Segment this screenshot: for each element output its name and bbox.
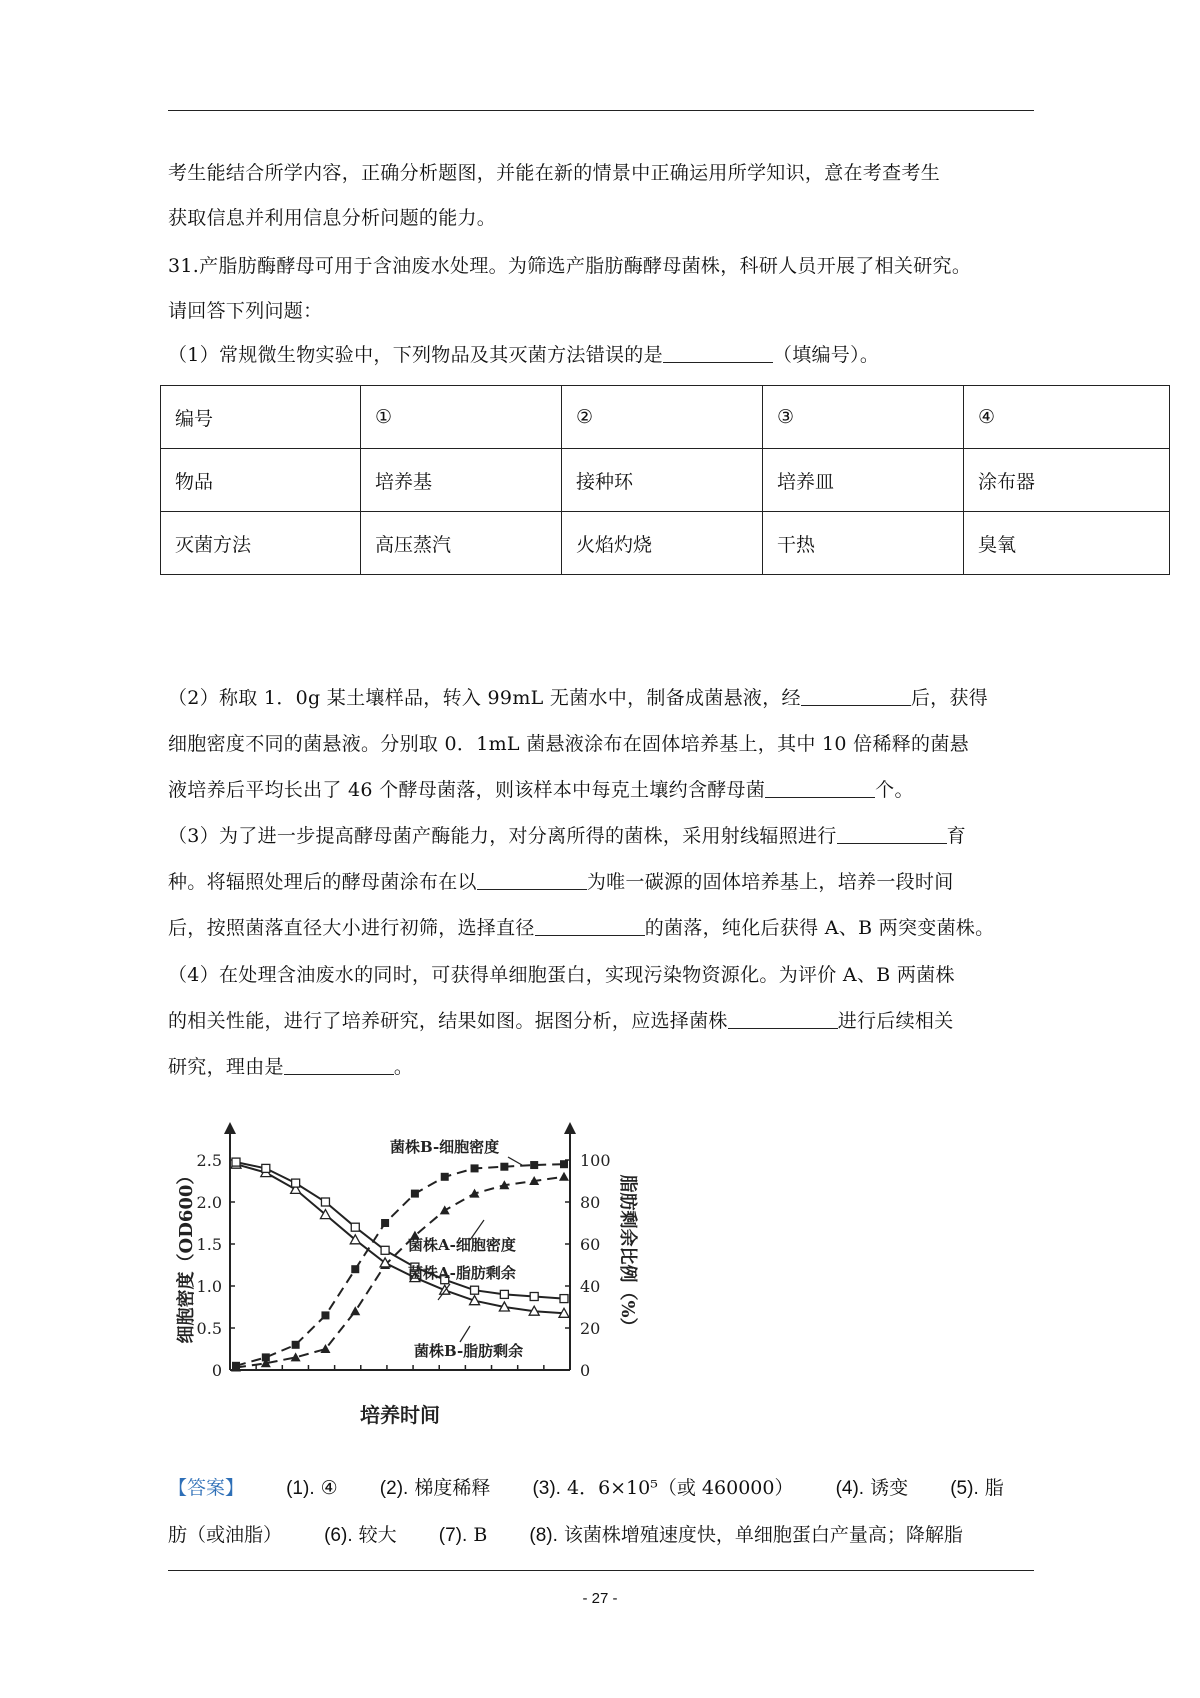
header-rule [168,110,1034,111]
intro-line-2: 获取信息并利用信息分析问题的能力。 [168,207,497,229]
y-tick-label-left: 0.5 [196,1319,222,1338]
sterilization-table [160,385,1170,575]
table-cell: 高压蒸汽 [361,512,562,575]
data-point [471,1164,479,1172]
answer-text: 诱变 [870,1477,909,1499]
data-point [471,1286,479,1294]
table-row [161,512,1170,575]
answer-text: 脂 [984,1477,1004,1499]
table-row [161,386,1170,449]
table-cell: 火焰灼烧 [562,512,763,575]
data-point [232,1158,240,1166]
q2-line-3 [168,775,914,802]
table-row [161,449,1170,512]
answer-text: 4．6×10⁵（或 460000） [567,1477,794,1499]
series-label: 菌株A-细胞密度 [408,1236,516,1254]
answer-blank [284,1056,394,1075]
y-tick-label-left: 0 [211,1361,222,1380]
table-cell: 物品 [161,449,361,512]
answer-num: (1). [286,1478,315,1499]
answer-blank [765,779,875,798]
data-point [321,1311,329,1319]
y-tick-label-right: 80 [580,1193,601,1212]
y-tick-label-right: 100 [580,1151,611,1170]
data-point [292,1179,300,1187]
q4-text: 的相关性能，进行了培养研究，结果如图。据图分析，应选择菌株 [168,1010,728,1032]
q3-text: （3）为了进一步提高酵母菌产酶能力，对分离所得的菌株，采用射线辐照进行 [168,825,837,847]
data-point [440,1205,450,1214]
question-title: 31.产脂肪酶酵母可用于含油废水处理。为筛选产脂肪酶酵母菌株，科研人员开展了相关研究。 [168,255,972,277]
y-axis-left-arrow [224,1122,236,1134]
y-tick-label-left: 2.0 [196,1193,222,1212]
q2-suffix: 个。 [875,779,914,801]
q4-line-2 [168,1006,954,1033]
q3-line-1 [168,821,966,848]
data-point [560,1160,568,1168]
answer-num: (6). [324,1525,353,1546]
x-axis-title: 培养时间 [360,1403,440,1427]
answer-text: 肪（或油脂） [168,1524,283,1546]
table-cell: 编号 [161,386,361,449]
table-cell: 涂布器 [964,449,1170,512]
series-label-leader [508,1157,522,1165]
answer-blank [535,917,645,936]
answer-blank [728,1010,838,1029]
answer-line-1 [168,1473,1004,1500]
data-point [381,1219,389,1227]
q2-text: （2）称取 1．0g 某土壤样品，转入 99mL 无菌水中，制备成菌悬液，经 [168,687,801,709]
culture-chart [170,1100,670,1440]
q4-suffix: 。 [393,1056,414,1078]
data-point [351,1223,359,1231]
data-point [560,1295,568,1303]
q3-text: 种。将辐照处理后的酵母菌涂布在以 [168,871,477,893]
question-subtitle: 请回答下列问题： [168,300,323,322]
series-label: 菌株B-脂肪剩余 [414,1342,524,1360]
q1-suffix: （填编号）。 [772,344,880,366]
q2-line-2: 细胞密度不同的菌悬液。分别取 0．1mL 菌悬液涂布在固体培养基上，其中 10 倍稀释的菌悬 [168,733,969,755]
data-point [411,1190,419,1198]
q4-suffix: 进行后续相关 [837,1010,954,1032]
answer-num: (5). [950,1478,979,1499]
y-axis-title-right: 脂肪剩余比例（%） [617,1174,638,1336]
table-cell: 培养基 [361,449,562,512]
table-cell: ④ [964,386,1170,449]
answer-num: (2). [379,1478,409,1499]
answer-num: (3). [532,1478,561,1499]
answer-blank [837,825,947,844]
answer-blank [801,687,911,706]
data-point [530,1293,538,1301]
data-point [559,1172,569,1181]
y-tick-label-left: 1.5 [196,1235,222,1254]
q3-suffix: 为唯一碳源的固体培养基上，培养一段时间 [586,871,954,893]
answer-text: 梯度稀释 [414,1477,491,1499]
answer-text: B [473,1524,488,1546]
table-cell: 接种环 [562,449,763,512]
q2-suffix: 后，获得 [910,687,989,709]
data-point [441,1173,449,1181]
answer-num: (4). [835,1478,865,1499]
q3-suffix: 的菌落，纯化后获得 A、B 两突变菌株。 [644,917,995,939]
y-axis-title-left: 细胞密度（OD600） [176,1166,197,1344]
series-label: 菌株B-细胞密度 [390,1138,500,1156]
answer-text: 较大 [358,1524,397,1546]
q4-line-3 [168,1052,413,1079]
y-axis-right-arrow [564,1122,576,1134]
q4-text: 研究，理由是 [168,1056,284,1078]
q3-text: 后，按照菌落直径大小进行初筛，选择直径 [168,917,535,939]
answer-blank [663,344,773,363]
table-cell: 培养皿 [763,449,964,512]
answer-line-2 [168,1520,963,1547]
data-point [381,1246,389,1254]
y-tick-label-right: 60 [580,1235,601,1254]
y-tick-label-right: 20 [580,1319,601,1338]
table-cell: ③ [763,386,964,449]
y-tick-label-right: 40 [580,1277,601,1296]
data-point [500,1290,508,1298]
data-point [351,1265,359,1273]
intro-line-1: 考生能结合所学内容，正确分析题图，并能在新的情景中正确运用所学知识，意在考查考生 [168,162,941,184]
q3-line-3 [168,913,994,940]
answer-tag: 【答案】 [168,1477,245,1499]
data-point [292,1341,300,1349]
series-label: 菌株A-脂肪剩余 [408,1264,516,1282]
answer-num: (7). [438,1525,468,1546]
table-cell: ② [562,386,763,449]
answer-blank [477,871,587,890]
q1-text: （1）常规微生物实验中，下列物品及其灭菌方法错误的是 [168,344,663,366]
table-cell: 干热 [763,512,964,575]
data-point [321,1198,329,1206]
table-cell: 臭氧 [964,512,1170,575]
q3-line-2 [168,867,954,894]
q1-line [168,340,879,367]
q3-suffix: 育 [946,825,966,847]
data-point [262,1164,270,1172]
y-tick-label-right: 0 [580,1361,591,1380]
table-cell: 灭菌方法 [161,512,361,575]
data-point [500,1163,508,1171]
footer-rule [168,1570,1034,1571]
q2-line-1 [168,683,988,710]
q2-text: 液培养后平均长出了 46 个酵母菌落，则该样本中每克土壤约含酵母菌 [168,779,766,801]
table-cell: ① [361,386,562,449]
series-label-leader [460,1326,470,1342]
y-tick-label-left: 2.5 [196,1151,222,1170]
answer-text: ④ [320,1477,338,1499]
answer-text: 该菌株增殖速度快，单细胞蛋白产量高；降解脂 [563,1524,963,1546]
q4-line-1: （4）在处理含油废水的同时，可获得单细胞蛋白，实现污染物资源化。为评价 A、B 两菌株 [168,964,955,986]
data-point [530,1161,538,1169]
answer-num: (8). [529,1525,558,1546]
page-number: - 27 - [582,1590,618,1607]
y-tick-label-left: 1.0 [196,1277,222,1296]
